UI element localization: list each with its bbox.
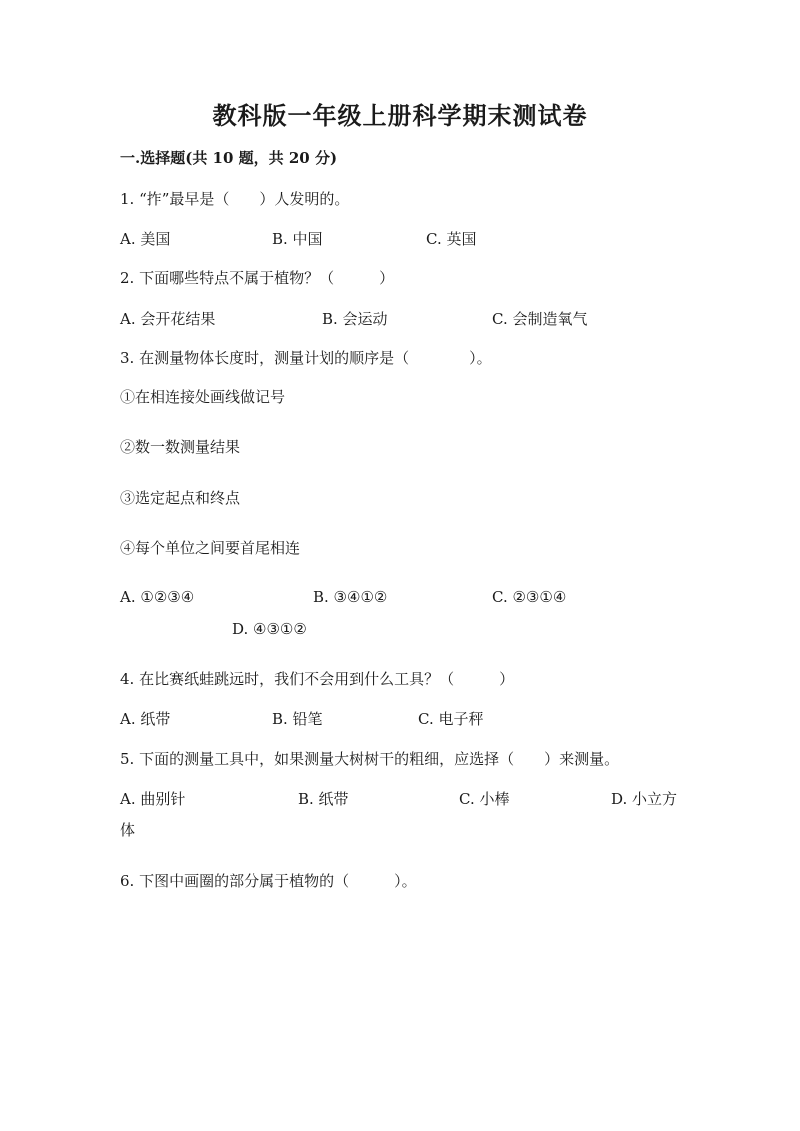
question-4-option-b: B. 铅笔 [272,710,323,728]
question-2-option-c: C. 会制造氧气 [492,310,588,328]
question-5-option-d: D. 小立方 [611,790,678,808]
page-title: 教科版一年级上册科学期末测试卷 [212,101,588,130]
question-1-stem: 1. “拃”最早是（ ）人发明的。 [120,190,350,208]
question-5-option-a: A. 曲别针 [120,790,186,808]
question-5-option-d-wrap: 体 [120,821,136,839]
question-1-option-c: C. 英国 [426,230,477,248]
question-3-stem: 3. 在测量物体长度时，测量计划的顺序是（ ）。 [120,349,492,367]
question-3-option-d: D. ④③①② [232,620,307,638]
question-6-stem: 6. 下图中画圈的部分属于植物的（ ）。 [120,872,417,890]
section-heading: 一.选择题(共 10 题，共 20 分) [120,149,338,167]
question-3-option-b: B. ③④①② [313,588,388,606]
question-2-option-b: B. 会运动 [322,310,388,328]
question-2-option-a: A. 会开花结果 [120,310,216,328]
question-1-option-a: A. 美国 [120,230,171,248]
question-3-step-3: ③选定起点和终点 [120,489,241,507]
question-5-stem: 5. 下面的测量工具中，如果测量大树树干的粗细，应选择（ ）来测量。 [120,750,620,768]
question-5-option-c: C. 小棒 [459,790,510,808]
question-4-option-a: A. 纸带 [120,710,171,728]
question-5-option-b: B. 纸带 [298,790,349,808]
question-4-stem: 4. 在比赛纸蛙跳远时，我们不会用到什么工具？（ ） [120,670,515,688]
question-2-stem: 2. 下面哪些特点不属于植物？（ ） [120,269,395,287]
question-4-option-c: C. 电子秤 [418,710,484,728]
question-3-step-2: ②数一数测量结果 [120,438,241,456]
question-3-step-4: ④每个单位之间要首尾相连 [120,539,301,557]
question-3-option-c: C. ②③①④ [492,588,567,606]
question-3-step-1: ①在相连接处画线做记号 [120,388,286,406]
question-3-option-a: A. ①②③④ [120,588,195,606]
question-1-option-b: B. 中国 [272,230,323,248]
